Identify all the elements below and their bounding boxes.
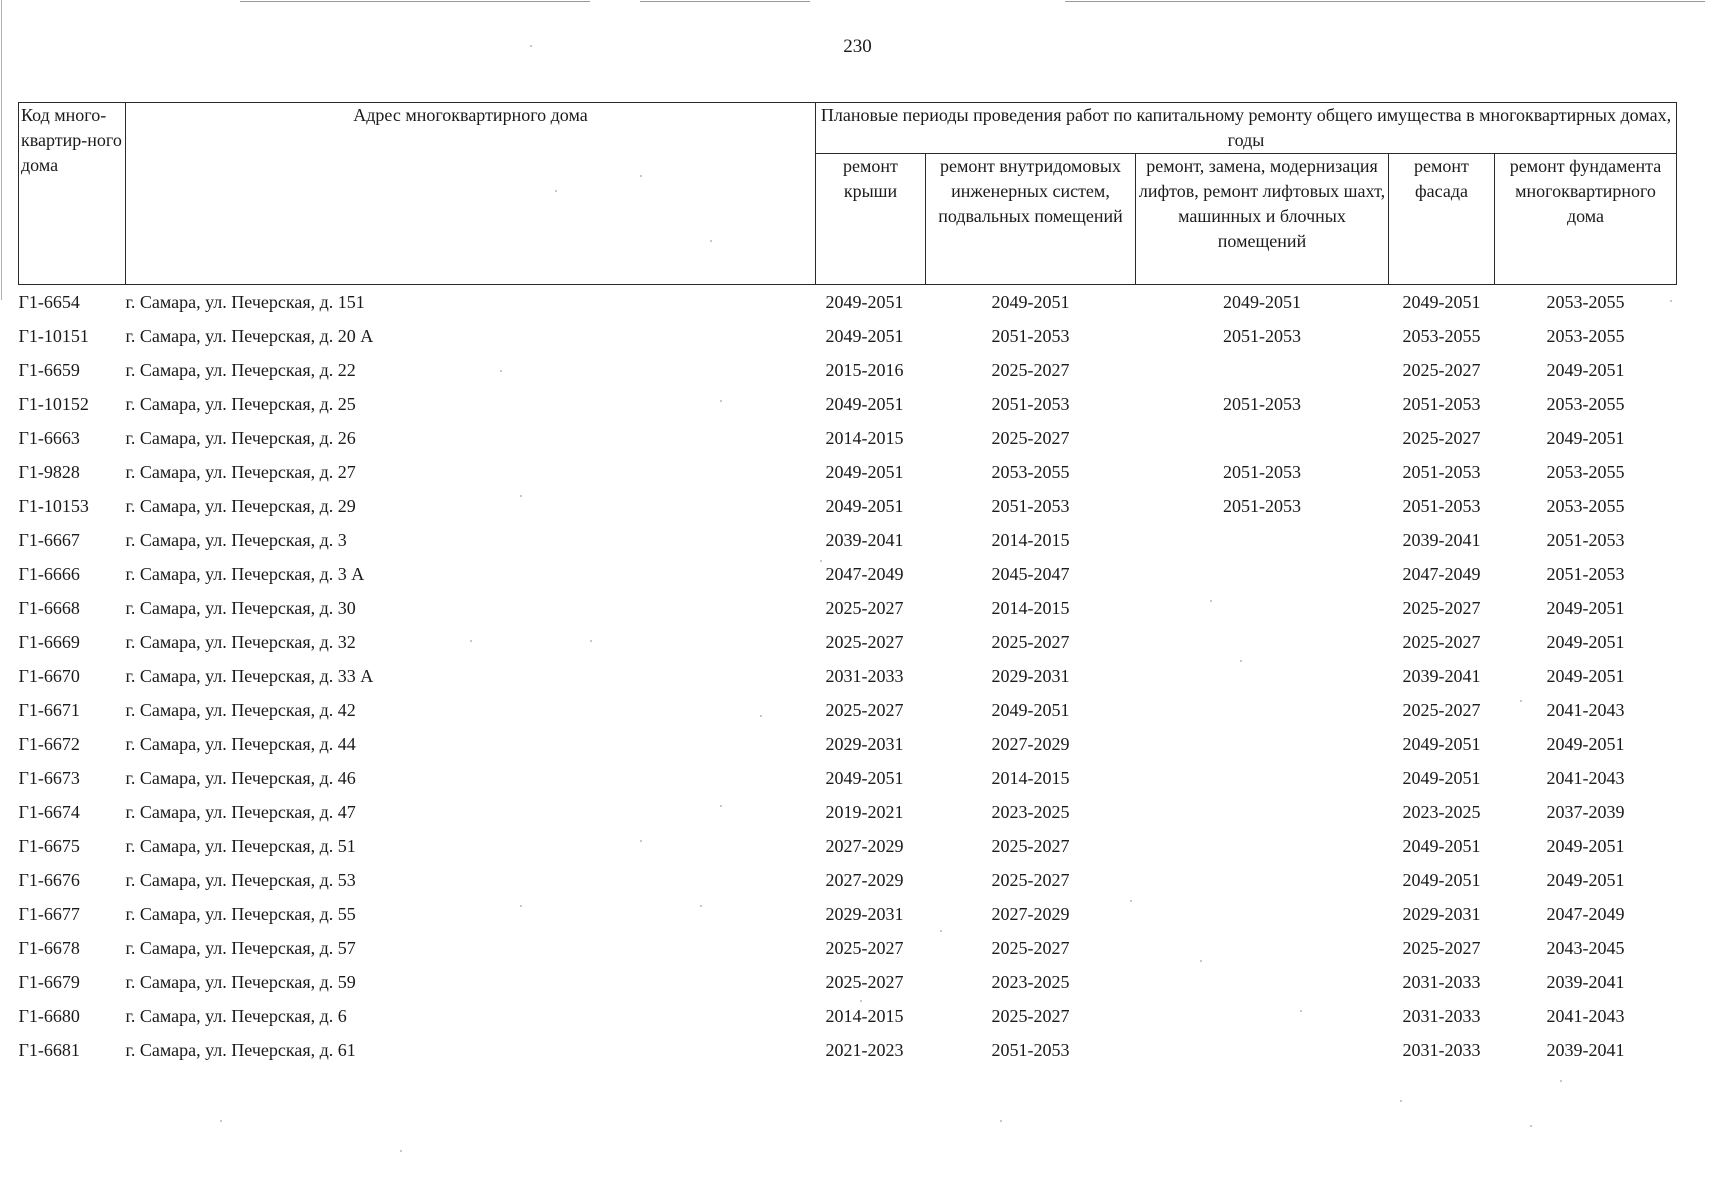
cell-address: г. Самара, ул. Печерская, д. 53 (125, 870, 356, 890)
header-planned-periods: Плановые периоды проведения работ по капитальному ремонту общего имущества в многоквартирных домах, годы (816, 103, 1677, 154)
cell-roof: 2025-2027 (825, 938, 904, 958)
cell-code: Г1-6670 (18, 666, 80, 686)
cell-address: г. Самара, ул. Печерская, д. 59 (125, 972, 356, 992)
cell-roof: 2039-2041 (825, 530, 904, 550)
cell-facade: 2025-2027 (1402, 360, 1481, 380)
cell-address: г. Самара, ул. Печерская, д. 33 А (125, 666, 374, 686)
table-row (19, 523, 1677, 557)
table-row (19, 761, 1677, 795)
table-row (19, 285, 1677, 320)
cell-facade: 2023-2025 (1402, 802, 1481, 822)
cell-roof: 2049-2051 (825, 768, 904, 788)
cell-roof: 2025-2027 (825, 700, 904, 720)
cell-roof: 2049-2051 (825, 462, 904, 482)
cell-address: г. Самара, ул. Печерская, д. 26 (125, 428, 356, 448)
cell-roof: 2021-2023 (825, 1040, 904, 1060)
scan-speck (1000, 1120, 1002, 1122)
scan-speck (760, 715, 762, 717)
cell-roof: 2025-2027 (825, 632, 904, 652)
scan-speck (1210, 600, 1212, 602)
table-row (19, 727, 1677, 761)
table-row (19, 625, 1677, 659)
cell-roof: 2049-2051 (825, 292, 904, 312)
cell-address: г. Самара, ул. Печерская, д. 46 (125, 768, 356, 788)
table-row (19, 319, 1677, 353)
cell-facade: 2051-2053 (1402, 496, 1481, 516)
cell-address: г. Самара, ул. Печерская, д. 42 (125, 700, 356, 720)
cell-facade: 2025-2027 (1402, 700, 1481, 720)
scan-speck (860, 1000, 862, 1002)
header-roof: ремонт крыши (816, 154, 926, 285)
cell-code: Г1-10153 (18, 496, 89, 516)
cell-code: Г1-10151 (18, 326, 89, 346)
cell-code: Г1-6674 (18, 802, 80, 822)
cell-code: Г1-6680 (18, 1006, 80, 1026)
scan-speck (1520, 700, 1522, 702)
cell-code: Г1-6676 (18, 870, 80, 890)
cell-elevators: 2051-2053 (1223, 462, 1301, 482)
cell-facade: 2049-2051 (1402, 870, 1481, 890)
table-row (19, 795, 1677, 829)
cell-address: г. Самара, ул. Печерская, д. 51 (125, 836, 356, 856)
cell-code: Г1-6659 (18, 360, 80, 380)
cell-facade: 2049-2051 (1402, 836, 1481, 856)
cell-address: г. Самара, ул. Печерская, д. 6 (125, 1006, 347, 1026)
table-row (19, 591, 1677, 625)
cell-code: Г1-6675 (18, 836, 80, 856)
cell-facade: 2051-2053 (1402, 394, 1481, 414)
cell-elevators (1136, 965, 1389, 999)
cell-systems: 2025-2027 (991, 632, 1070, 652)
scan-speck (1670, 300, 1672, 302)
cell-code: Г1-6681 (18, 1040, 80, 1060)
cell-elevators (1136, 557, 1389, 591)
table-row (19, 455, 1677, 489)
scan-edge-top-middle (640, 1, 810, 2)
cell-elevators: 2051-2053 (1223, 496, 1301, 516)
table-header-row (19, 103, 1677, 154)
cell-code: Г1-6667 (18, 530, 80, 550)
cell-elevators (1136, 897, 1389, 931)
cell-elevators (1136, 421, 1389, 455)
scan-speck (1200, 960, 1202, 962)
cell-code: Г1-6673 (18, 768, 80, 788)
cell-roof: 2025-2027 (825, 598, 904, 618)
cell-address: г. Самара, ул. Печерская, д. 27 (125, 462, 356, 482)
cell-address: г. Самара, ул. Печерская, д. 47 (125, 802, 356, 822)
table-row (19, 489, 1677, 523)
cell-code: Г1-6679 (18, 972, 80, 992)
scan-speck (1560, 1080, 1562, 1082)
cell-elevators (1136, 761, 1389, 795)
cell-roof: 2027-2029 (825, 836, 904, 856)
cell-code: Г1-6669 (18, 632, 80, 652)
cell-systems: 2014-2015 (991, 598, 1070, 618)
scan-speck (220, 1120, 222, 1122)
cell-foundation: 2049-2051 (1546, 632, 1625, 652)
cell-address: г. Самара, ул. Печерская, д. 3 (125, 530, 347, 550)
cell-facade: 2031-2033 (1402, 1006, 1481, 1026)
cell-roof: 2027-2029 (825, 870, 904, 890)
cell-address: г. Самара, ул. Печерская, д. 32 (125, 632, 356, 652)
table-row (19, 829, 1677, 863)
cell-systems: 2027-2029 (991, 904, 1070, 924)
cell-systems: 2023-2025 (991, 802, 1070, 822)
scan-speck (1240, 660, 1242, 662)
cell-elevators (1136, 1033, 1389, 1067)
page-number: 230 (843, 36, 872, 57)
table-row (19, 557, 1677, 591)
cell-facade: 2039-2041 (1402, 666, 1481, 686)
cell-systems: 2053-2055 (991, 462, 1070, 482)
scan-speck (820, 560, 822, 562)
scan-speck (700, 905, 702, 907)
cell-address: г. Самара, ул. Печерская, д. 61 (125, 1040, 356, 1060)
cell-code: Г1-6677 (18, 904, 80, 924)
table-row (19, 1033, 1677, 1067)
cell-foundation: 2049-2051 (1546, 598, 1625, 618)
table-row (19, 659, 1677, 693)
table-row (19, 965, 1677, 999)
cell-elevators (1136, 591, 1389, 625)
cell-foundation: 2043-2045 (1546, 938, 1625, 958)
table-body (19, 285, 1677, 1068)
cell-systems: 2025-2027 (991, 938, 1070, 958)
cell-facade: 2029-2031 (1402, 904, 1481, 924)
cell-systems: 2014-2015 (991, 768, 1070, 788)
cell-elevators (1136, 829, 1389, 863)
cell-roof: 2025-2027 (825, 972, 904, 992)
cell-systems: 2029-2031 (991, 666, 1070, 686)
scan-speck (1400, 1100, 1402, 1102)
cell-elevators (1136, 727, 1389, 761)
cell-elevators: 2051-2053 (1223, 394, 1301, 414)
cell-foundation: 2049-2051 (1546, 734, 1625, 754)
scan-speck (1130, 900, 1132, 902)
table-row (19, 999, 1677, 1033)
cell-elevators (1136, 523, 1389, 557)
cell-elevators (1136, 693, 1389, 727)
cell-systems: 2051-2053 (991, 496, 1070, 516)
cell-facade: 2049-2051 (1402, 768, 1481, 788)
cell-roof: 2019-2021 (825, 802, 904, 822)
cell-roof: 2014-2015 (825, 428, 904, 448)
cell-code: Г1-9828 (18, 462, 80, 482)
cell-address: г. Самара, ул. Печерская, д. 3 А (125, 564, 365, 584)
scan-edge-top-right (1065, 1, 1705, 2)
cell-roof: 2029-2031 (825, 904, 904, 924)
cell-foundation: 2039-2041 (1546, 1040, 1625, 1060)
cell-facade: 2039-2041 (1402, 530, 1481, 550)
cell-facade: 2031-2033 (1402, 972, 1481, 992)
cell-systems: 2045-2047 (991, 564, 1070, 584)
scan-speck (555, 190, 557, 192)
cell-address: г. Самара, ул. Печерская, д. 151 (125, 292, 365, 312)
table-row (19, 863, 1677, 897)
table-row (19, 931, 1677, 965)
table-row (19, 387, 1677, 421)
cell-foundation: 2041-2043 (1546, 700, 1625, 720)
cell-foundation: 2053-2055 (1546, 292, 1625, 312)
cell-foundation: 2051-2053 (1546, 530, 1625, 550)
cell-roof: 2029-2031 (825, 734, 904, 754)
cell-systems: 2023-2025 (991, 972, 1070, 992)
cell-systems: 2025-2027 (991, 360, 1070, 380)
scan-speck (940, 930, 942, 932)
cell-facade: 2031-2033 (1402, 1040, 1481, 1060)
cell-roof: 2031-2033 (825, 666, 904, 686)
cell-foundation: 2053-2055 (1546, 326, 1625, 346)
cell-address: г. Самара, ул. Печерская, д. 22 (125, 360, 356, 380)
cell-systems: 2049-2051 (991, 700, 1070, 720)
cell-facade: 2025-2027 (1402, 632, 1481, 652)
cell-foundation: 2039-2041 (1546, 972, 1625, 992)
cell-foundation: 2053-2055 (1546, 394, 1625, 414)
cell-foundation: 2047-2049 (1546, 904, 1625, 924)
cell-address: г. Самара, ул. Печерская, д. 44 (125, 734, 356, 754)
cell-code: Г1-6678 (18, 938, 80, 958)
table-row (19, 421, 1677, 455)
cell-elevators (1136, 931, 1389, 965)
cell-systems: 2025-2027 (991, 428, 1070, 448)
cell-systems: 2025-2027 (991, 836, 1070, 856)
cell-foundation: 2049-2051 (1546, 360, 1625, 380)
cell-roof: 2049-2051 (825, 496, 904, 516)
cell-code: Г1-6671 (18, 700, 80, 720)
scan-speck (640, 175, 642, 177)
cell-elevators: 2051-2053 (1223, 326, 1301, 346)
cell-facade: 2047-2049 (1402, 564, 1481, 584)
header-foundation: ремонт фундамента многоквартирного дома (1495, 154, 1677, 285)
cell-elevators (1136, 999, 1389, 1033)
scan-speck (1530, 1125, 1532, 1127)
scan-edge-top-left (240, 1, 590, 2)
cell-foundation: 2049-2051 (1546, 666, 1625, 686)
cell-elevators (1136, 353, 1389, 387)
cell-roof: 2049-2051 (825, 326, 904, 346)
repair-schedule-table (18, 102, 1677, 1067)
cell-code: Г1-6663 (18, 428, 80, 448)
cell-elevators: 2049-2051 (1223, 292, 1301, 312)
cell-systems: 2025-2027 (991, 870, 1070, 890)
scan-speck (710, 240, 712, 242)
cell-systems: 2027-2029 (991, 734, 1070, 754)
cell-roof: 2014-2015 (825, 1006, 904, 1026)
cell-roof: 2049-2051 (825, 394, 904, 414)
cell-elevators (1136, 659, 1389, 693)
cell-systems: 2051-2053 (991, 394, 1070, 414)
cell-foundation: 2049-2051 (1546, 836, 1625, 856)
header-systems: ремонт внутридомовых инженерных систем, подвальных помещений (926, 154, 1136, 285)
header-facade: ремонт фасада (1389, 154, 1495, 285)
scan-speck (1300, 1010, 1302, 1012)
cell-elevators (1136, 625, 1389, 659)
cell-foundation: 2037-2039 (1546, 802, 1625, 822)
cell-facade: 2025-2027 (1402, 598, 1481, 618)
cell-address: г. Самара, ул. Печерская, д. 55 (125, 904, 356, 924)
cell-foundation: 2041-2043 (1546, 1006, 1625, 1026)
scan-speck (640, 840, 642, 842)
cell-systems: 2049-2051 (991, 292, 1070, 312)
header-code: Код много-квартир-ного дома (19, 103, 126, 285)
cell-elevators (1136, 863, 1389, 897)
cell-foundation: 2051-2053 (1546, 564, 1625, 584)
scan-speck (590, 640, 592, 642)
scan-speck (500, 370, 502, 372)
scan-speck (720, 400, 722, 402)
cell-address: г. Самара, ул. Печерская, д. 25 (125, 394, 356, 414)
cell-systems: 2014-2015 (991, 530, 1070, 550)
cell-facade: 2025-2027 (1402, 938, 1481, 958)
cell-foundation: 2053-2055 (1546, 462, 1625, 482)
header-address: Адрес многоквартирного дома (126, 103, 816, 285)
table-row (19, 693, 1677, 727)
cell-code: Г1-6672 (18, 734, 80, 754)
scan-speck (520, 495, 522, 497)
cell-facade: 2025-2027 (1402, 428, 1481, 448)
cell-address: г. Самара, ул. Печерская, д. 57 (125, 938, 356, 958)
cell-address: г. Самара, ул. Печерская, д. 30 (125, 598, 356, 618)
scan-speck (530, 45, 532, 47)
cell-foundation: 2041-2043 (1546, 768, 1625, 788)
cell-code: Г1-6654 (18, 292, 80, 312)
cell-roof: 2015-2016 (825, 360, 904, 380)
cell-systems: 2025-2027 (991, 1006, 1070, 1026)
cell-facade: 2049-2051 (1402, 292, 1481, 312)
cell-elevators (1136, 795, 1389, 829)
cell-foundation: 2049-2051 (1546, 870, 1625, 890)
cell-facade: 2051-2053 (1402, 462, 1481, 482)
cell-address: г. Самара, ул. Печерская, д. 29 (125, 496, 356, 516)
cell-facade: 2049-2051 (1402, 734, 1481, 754)
cell-code: Г1-10152 (18, 394, 89, 414)
cell-code: Г1-6666 (18, 564, 80, 584)
header-elevators: ремонт, замена, модернизация лифтов, ремонт лифтовых шахт, машинных и блочных помещений (1136, 154, 1389, 285)
cell-facade: 2053-2055 (1402, 326, 1481, 346)
cell-foundation: 2049-2051 (1546, 428, 1625, 448)
cell-systems: 2051-2053 (991, 326, 1070, 346)
cell-address: г. Самара, ул. Печерская, д. 20 А (125, 326, 374, 346)
scan-speck (520, 905, 522, 907)
scan-speck (400, 1150, 402, 1152)
cell-roof: 2047-2049 (825, 564, 904, 584)
table-row (19, 353, 1677, 387)
scan-speck (720, 805, 722, 807)
table-row (19, 897, 1677, 931)
cell-code: Г1-6668 (18, 598, 80, 618)
cell-systems: 2051-2053 (991, 1040, 1070, 1060)
scan-speck (470, 640, 472, 642)
cell-foundation: 2053-2055 (1546, 496, 1625, 516)
